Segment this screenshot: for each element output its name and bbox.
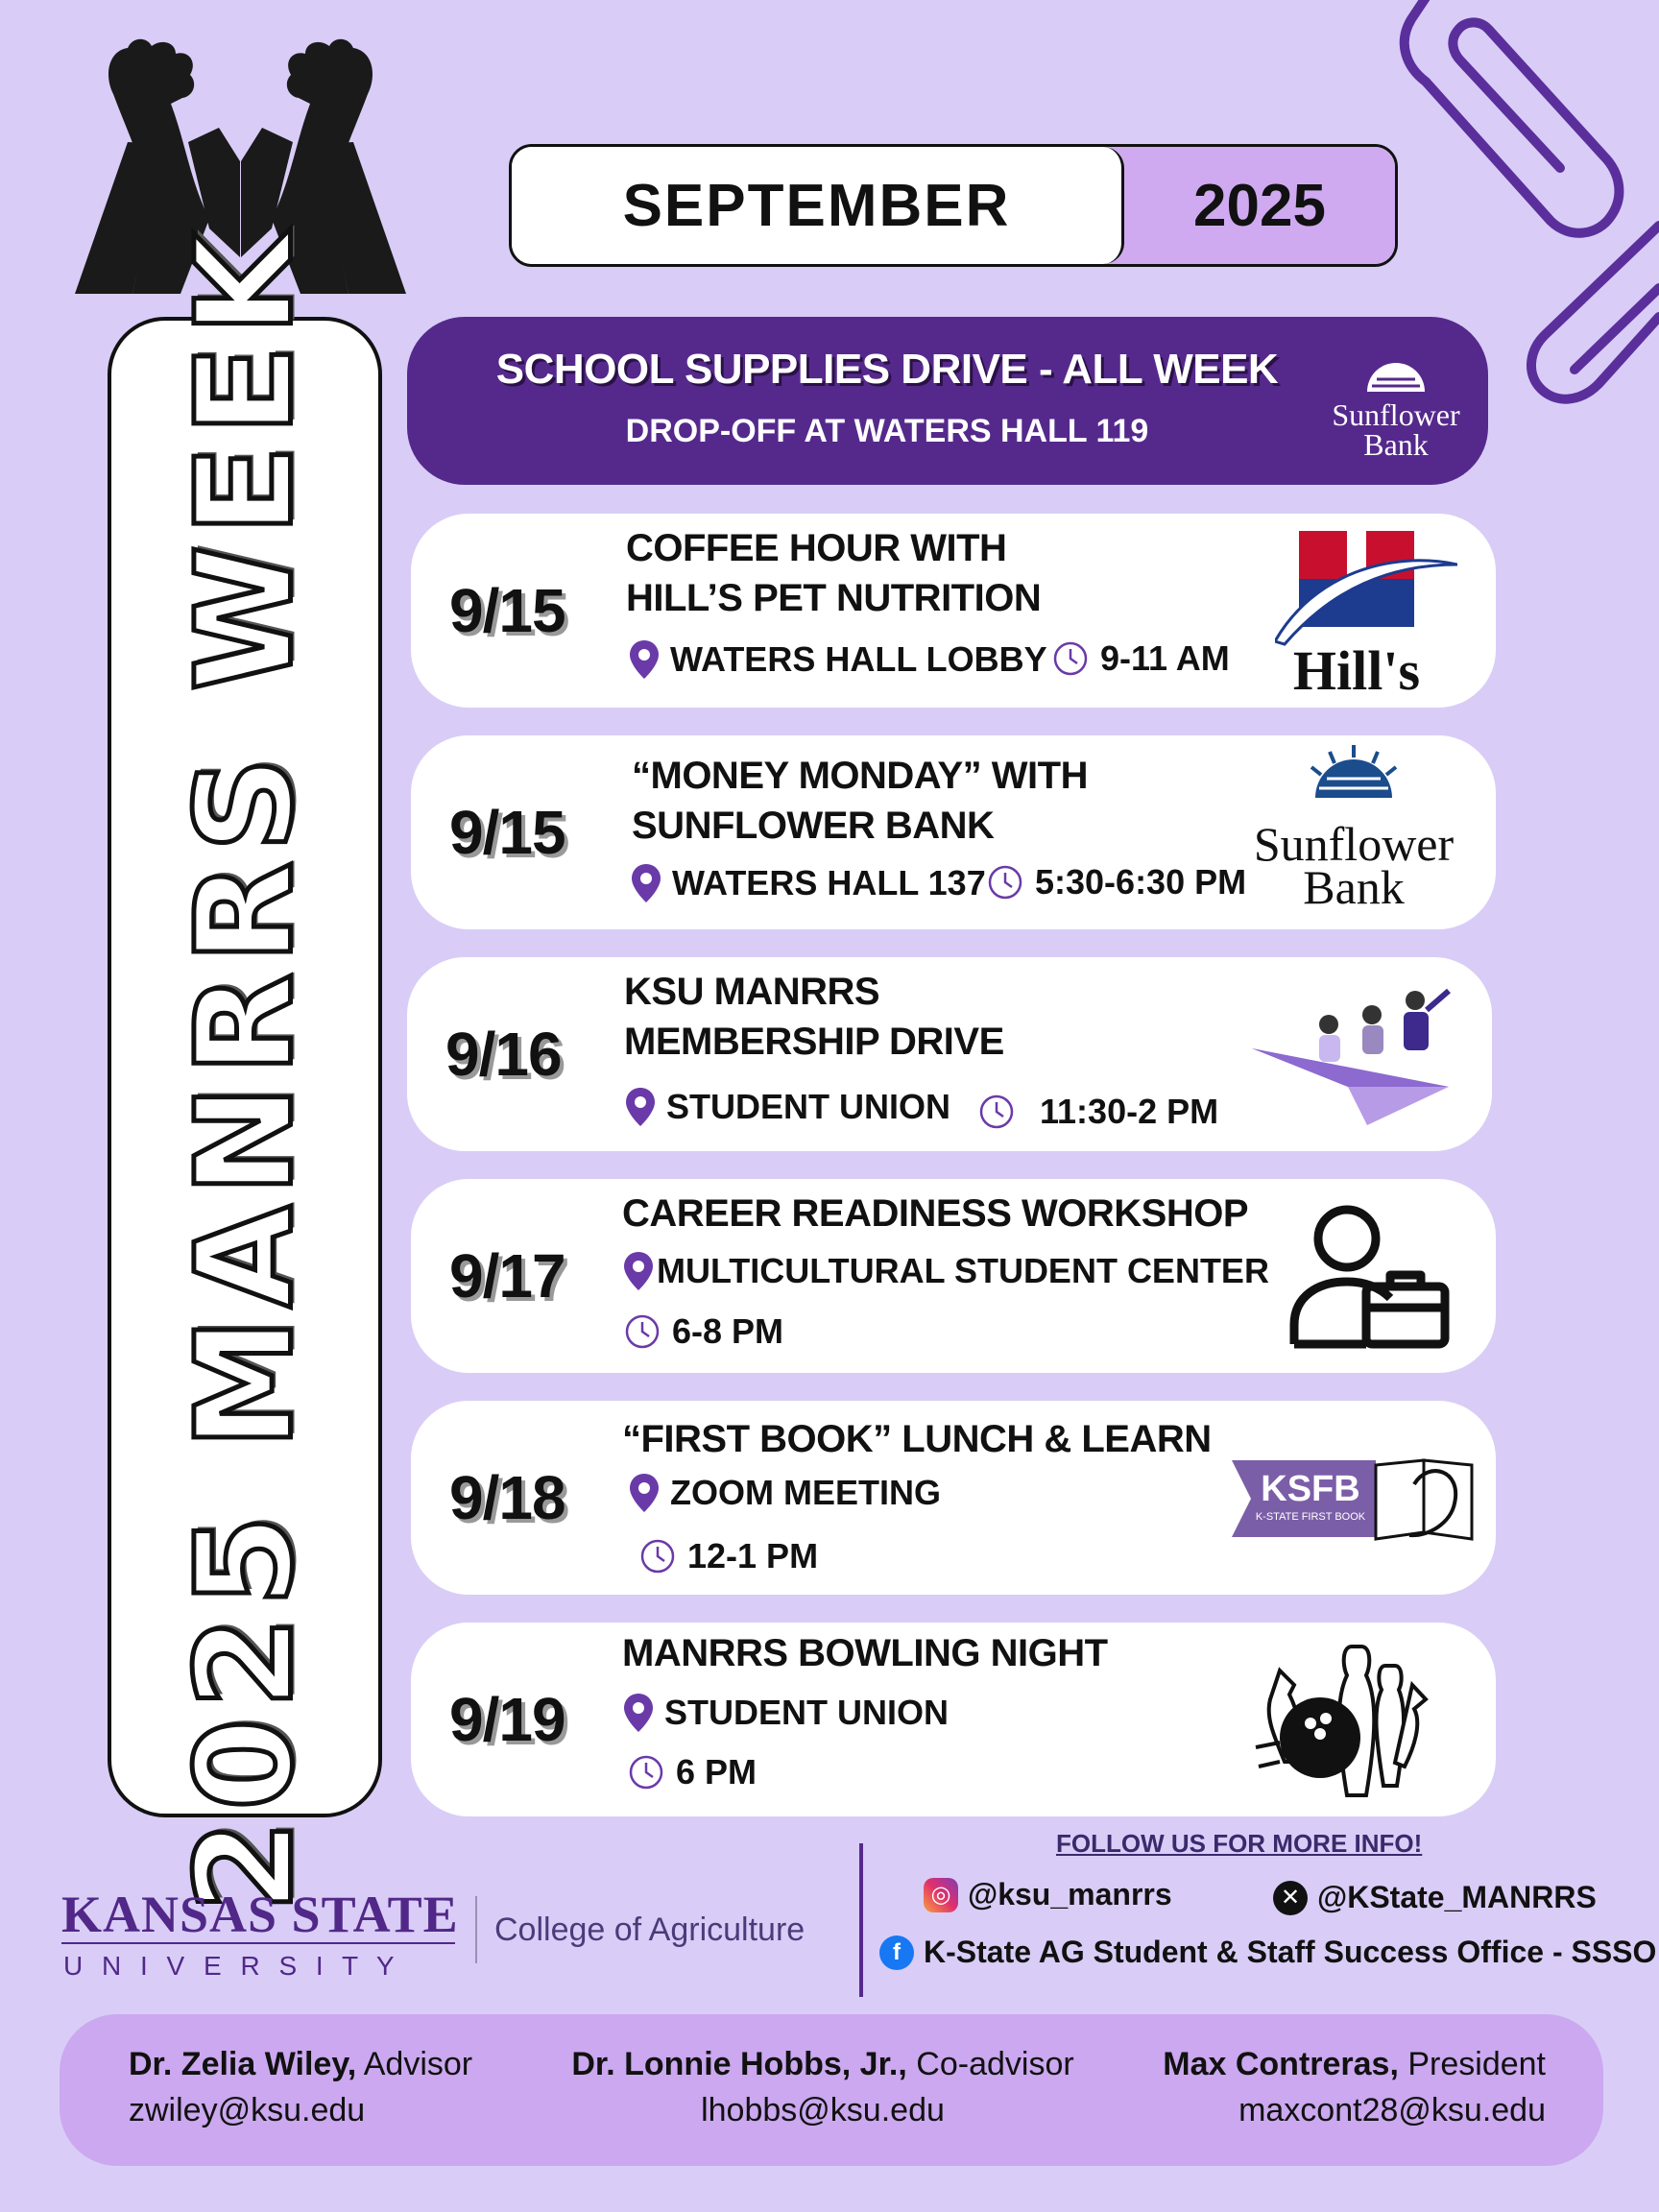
contact-name: Dr. Lonnie Hobbs, Jr.,	[571, 2046, 907, 2082]
contact-email[interactable]: maxcont28@ksu.edu	[1238, 2092, 1546, 2128]
clock-icon	[1052, 640, 1089, 677]
contact-name: Dr. Zelia Wiley,	[129, 2046, 357, 2082]
twitter-handle: @KState_MANRRS	[1317, 1880, 1597, 1914]
hills-logo-text: Hill's	[1292, 639, 1421, 694]
banner-subtitle: DROP-OFF AT WATERS HALL 119	[625, 413, 1149, 449]
week-title: 2025 MANRRS WEEK	[167, 222, 323, 1912]
contact-email[interactable]: zwiley@ksu.edu	[129, 2092, 366, 2128]
paper-plane-team-icon	[1252, 981, 1454, 1125]
location-text: MULTICULTURAL STUDENT CENTER	[657, 1251, 1269, 1290]
event-time	[987, 862, 1246, 902]
location-text: WATERS HALL LOBBY	[670, 639, 1047, 679]
event-date: 9/17	[449, 1241, 565, 1310]
event-title-line2: MEMBERSHIP DRIVE	[624, 1021, 1004, 1063]
banner-logo-text-1: Sunflower	[1332, 397, 1460, 432]
contact-advisor	[129, 2041, 472, 2133]
event-date: 9/15	[449, 798, 565, 867]
event-card	[407, 957, 1492, 1151]
location-pin-icon	[628, 638, 661, 681]
contact-role: President	[1407, 2046, 1546, 2082]
bowling-icon	[1251, 1642, 1443, 1800]
sunflower-bank-logo	[1238, 740, 1469, 918]
event-location	[622, 1692, 949, 1734]
event-date: 9/19	[449, 1685, 565, 1754]
banner-logo-text-2: Bank	[1363, 427, 1429, 459]
contact-role: Co-advisor	[916, 2046, 1074, 2082]
year-label: 2025	[1105, 147, 1395, 264]
event-time	[628, 1752, 757, 1792]
event-location	[622, 1250, 1269, 1292]
location-pin-icon	[622, 1692, 655, 1734]
facebook-link[interactable]	[879, 1935, 1656, 1970]
event-card	[411, 1623, 1496, 1816]
hills-logo	[1275, 531, 1457, 694]
kansas-state-logo	[61, 1882, 465, 1978]
time-text: 6 PM	[676, 1752, 757, 1791]
clock-icon	[978, 1094, 1015, 1130]
clock-icon	[987, 864, 1023, 901]
clock-icon	[628, 1754, 664, 1791]
location-text: STUDENT UNION	[666, 1087, 950, 1126]
event-location	[624, 1086, 950, 1128]
ksu-logo-line2: U N I V E R S I T Y	[63, 1951, 400, 1978]
location-text: ZOOM MEETING	[670, 1473, 941, 1512]
location-pin-icon	[622, 1250, 655, 1292]
instagram-handle: @ksu_manrrs	[968, 1877, 1172, 1911]
ksfb-logo	[1232, 1451, 1481, 1547]
event-card	[411, 514, 1496, 708]
clock-icon	[624, 1313, 661, 1350]
person-briefcase-icon	[1289, 1200, 1453, 1354]
follow-link[interactable]: FOLLOW US FOR MORE INFO!	[1056, 1829, 1423, 1858]
event-location	[628, 1472, 941, 1514]
location-text: STUDENT UNION	[664, 1693, 949, 1732]
sunflower-text: Sunflower	[1253, 817, 1455, 871]
event-title-line1: “MONEY MONDAY” WITH	[632, 755, 1088, 797]
event-title	[626, 523, 1041, 623]
facebook-name: K-State AG Student & Staff Success Office - SSSO	[924, 1935, 1657, 1969]
event-title: CAREER READINESS WORKSHOP	[622, 1192, 1249, 1235]
location-pin-icon	[624, 1086, 657, 1128]
footer-divider	[859, 1843, 863, 1997]
time-text: 12-1 PM	[687, 1536, 819, 1575]
location-pin-icon	[630, 862, 662, 904]
clock-icon	[639, 1538, 676, 1575]
ksu-logo-line1: KANSAS STATE	[61, 1886, 459, 1943]
time-text: 6-8 PM	[672, 1311, 784, 1351]
month-label: SEPTEMBER	[512, 147, 1124, 264]
twitter-link[interactable]	[1273, 1880, 1597, 1915]
location-text: WATERS HALL 137	[672, 863, 986, 902]
ksfb-text: KSFB	[1261, 1469, 1360, 1509]
banner-title: SCHOOL SUPPLIES DRIVE - ALL WEEK	[495, 346, 1279, 393]
supplies-drive-banner	[407, 317, 1488, 485]
bank-text: Bank	[1303, 860, 1405, 914]
college-label: College of Agriculture	[475, 1896, 805, 1963]
time-text: 11:30-2 PM	[1040, 1092, 1219, 1131]
contact-email[interactable]: lhobbs@ksu.edu	[701, 2092, 945, 2128]
location-pin-icon	[628, 1472, 661, 1514]
event-date: 9/15	[449, 576, 565, 645]
event-card	[411, 735, 1496, 929]
event-time	[1052, 638, 1230, 679]
ksfb-subtext: K-STATE FIRST BOOK	[1255, 1511, 1366, 1523]
event-title: “FIRST BOOK” LUNCH & LEARN	[622, 1418, 1212, 1460]
event-date: 9/16	[445, 1020, 562, 1089]
contact-name: Max Contreras,	[1163, 2046, 1399, 2082]
event-title-line2: HILL’S PET NUTRITION	[626, 577, 1042, 619]
event-date: 9/18	[449, 1463, 565, 1532]
time-text: 9-11 AM	[1100, 638, 1230, 678]
event-location	[630, 862, 986, 904]
date-header	[509, 144, 1398, 267]
instagram-icon: ◎	[924, 1878, 958, 1912]
event-title: MANRRS BOWLING NIGHT	[622, 1632, 1108, 1674]
event-location	[628, 638, 1047, 681]
week-title-pill	[108, 222, 382, 1912]
event-title	[632, 751, 1088, 851]
event-card	[411, 1401, 1496, 1595]
contact-coadvisor	[554, 2041, 1092, 2133]
event-time	[639, 1536, 818, 1576]
event-title	[624, 967, 1004, 1067]
time-text: 5:30-6:30 PM	[1035, 862, 1247, 902]
event-title-line1: COFFEE HOUR WITH	[626, 527, 1007, 569]
event-card	[411, 1179, 1496, 1373]
contact-president	[1163, 2041, 1546, 2133]
event-time	[624, 1311, 783, 1352]
facebook-icon: f	[879, 1936, 914, 1970]
event-time	[978, 1092, 1218, 1132]
event-title-line1: KSU MANRRS	[624, 971, 880, 1013]
contacts-bar	[60, 2014, 1603, 2166]
x-icon: ✕	[1273, 1881, 1308, 1915]
instagram-link[interactable]	[924, 1877, 1172, 1912]
contact-role: Advisor	[363, 2046, 473, 2082]
event-title-line2: SUNFLOWER BANK	[632, 805, 995, 847]
sunflower-bank-logo	[1314, 353, 1478, 459]
